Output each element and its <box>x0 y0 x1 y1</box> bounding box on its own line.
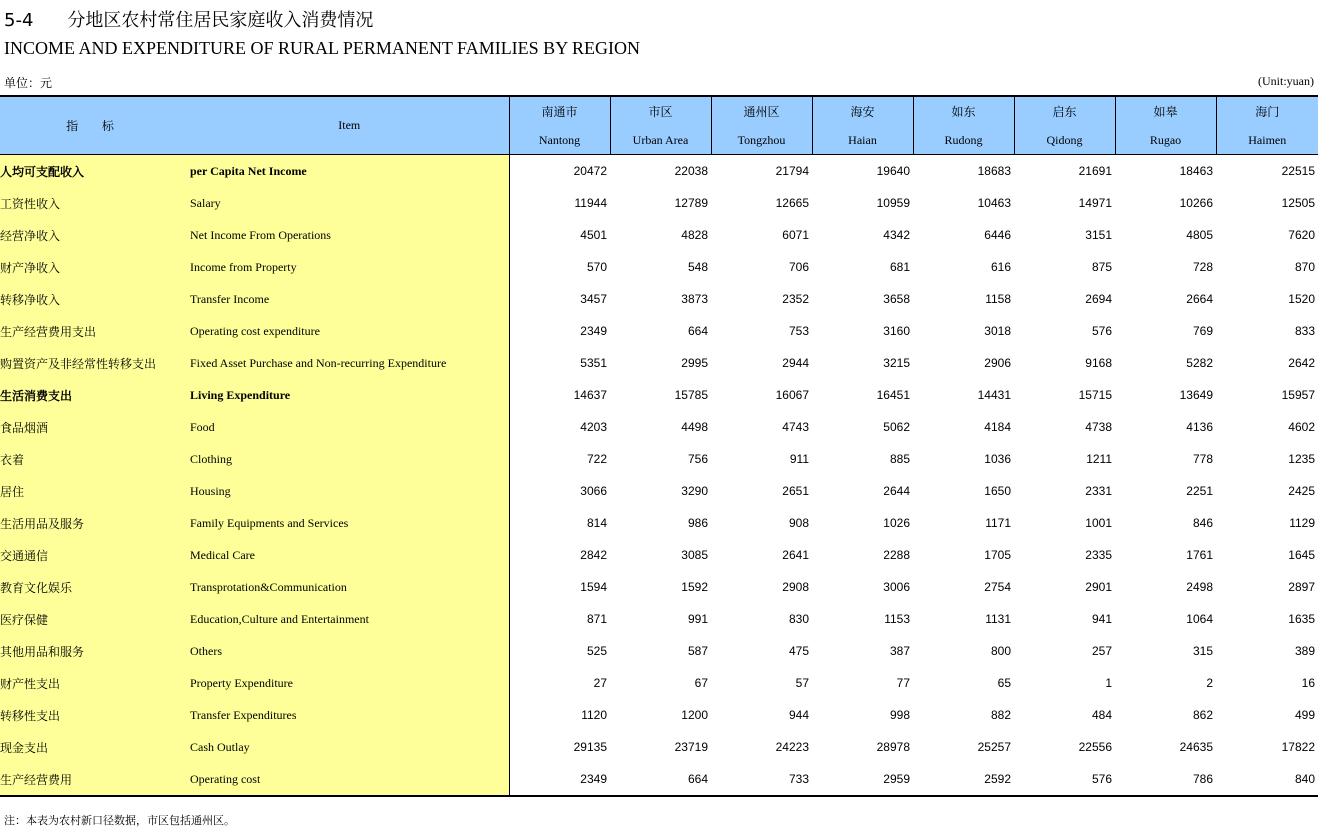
value-cell: 2901 <box>1014 571 1115 603</box>
value-cell: 21691 <box>1014 155 1115 188</box>
indicator-en: Clothing <box>190 443 509 475</box>
value-cell: 57 <box>711 667 812 699</box>
value-cell: 2 <box>1115 667 1216 699</box>
region-name-cn: 如东 <box>914 105 1014 119</box>
table-row <box>0 379 1318 411</box>
value-cell: 315 <box>1115 635 1216 667</box>
indicator-cn: 生产经营费用 <box>0 763 190 796</box>
indicator-en: Property Expenditure <box>190 667 509 699</box>
value-cell: 2498 <box>1115 571 1216 603</box>
indicator-en: Family Equipments and Services <box>190 507 509 539</box>
indicator-en: Food <box>190 411 509 443</box>
value-cell: 1705 <box>913 539 1014 571</box>
value-cell: 587 <box>610 635 711 667</box>
value-cell: 786 <box>1115 763 1216 796</box>
value-cell: 3085 <box>610 539 711 571</box>
value-cell: 4342 <box>812 219 913 251</box>
value-cell: 3018 <box>913 315 1014 347</box>
value-cell: 706 <box>711 251 812 283</box>
value-cell: 1171 <box>913 507 1014 539</box>
value-cell: 4805 <box>1115 219 1216 251</box>
value-cell: 16067 <box>711 379 812 411</box>
value-cell: 3457 <box>509 283 610 315</box>
indicator-en: Net Income From Operations <box>190 219 509 251</box>
value-cell: 25257 <box>913 731 1014 763</box>
indicator-en: Living Expenditure <box>190 379 509 411</box>
indicator-en: Education,Culture and Entertainment <box>190 603 509 635</box>
value-cell: 10463 <box>913 187 1014 219</box>
value-cell: 12505 <box>1216 187 1318 219</box>
value-cell: 576 <box>1014 315 1115 347</box>
table-row <box>0 763 1318 796</box>
region-name-en: Tongzhou <box>712 133 812 147</box>
value-cell: 257 <box>1014 635 1115 667</box>
header-region-qidong <box>1014 96 1115 155</box>
indicator-en: Income from Property <box>190 251 509 283</box>
header-region-urban-area <box>610 96 711 155</box>
value-cell: 941 <box>1014 603 1115 635</box>
indicator-en: Transfer Income <box>190 283 509 315</box>
value-cell: 2842 <box>509 539 610 571</box>
value-cell: 21794 <box>711 155 812 188</box>
value-cell: 28978 <box>812 731 913 763</box>
indicator-cn: 其他用品和服务 <box>0 635 190 667</box>
region-name-cn: 通州区 <box>712 105 812 119</box>
value-cell: 11944 <box>509 187 610 219</box>
value-cell: 6446 <box>913 219 1014 251</box>
indicator-cn: 财产性支出 <box>0 667 190 699</box>
value-cell: 3151 <box>1014 219 1115 251</box>
indicator-cn: 教育文化娱乐 <box>0 571 190 603</box>
value-cell: 833 <box>1216 315 1318 347</box>
value-cell: 576 <box>1014 763 1115 796</box>
value-cell: 3160 <box>812 315 913 347</box>
value-cell: 22556 <box>1014 731 1115 763</box>
table-row <box>0 187 1318 219</box>
value-cell: 7620 <box>1216 219 1318 251</box>
title-cn-text: 分地区农村常住居民家庭收入消费情况 <box>67 10 373 31</box>
indicator-cn: 医疗保健 <box>0 603 190 635</box>
table-body <box>0 155 1318 797</box>
value-cell: 10959 <box>812 187 913 219</box>
value-cell: 1594 <box>509 571 610 603</box>
indicator-cn: 生活消费支出 <box>0 379 190 411</box>
value-cell: 2664 <box>1115 283 1216 315</box>
value-cell: 769 <box>1115 315 1216 347</box>
value-cell: 3006 <box>812 571 913 603</box>
table-row <box>0 283 1318 315</box>
value-cell: 2995 <box>610 347 711 379</box>
indicator-cn: 衣着 <box>0 443 190 475</box>
region-name-en: Urban Area <box>611 133 711 147</box>
value-cell: 14637 <box>509 379 610 411</box>
value-cell: 2349 <box>509 315 610 347</box>
table-row <box>0 731 1318 763</box>
value-cell: 1153 <box>812 603 913 635</box>
value-cell: 991 <box>610 603 711 635</box>
value-cell: 1650 <box>913 475 1014 507</box>
value-cell: 1036 <box>913 443 1014 475</box>
indicator-cn: 转移性支出 <box>0 699 190 731</box>
value-cell: 4184 <box>913 411 1014 443</box>
value-cell: 1645 <box>1216 539 1318 571</box>
value-cell: 65 <box>913 667 1014 699</box>
value-cell: 3066 <box>509 475 610 507</box>
value-cell: 2754 <box>913 571 1014 603</box>
value-cell: 862 <box>1115 699 1216 731</box>
region-name-en: Haimen <box>1217 133 1318 147</box>
table-row <box>0 219 1318 251</box>
indicator-cn: 生活用品及服务 <box>0 507 190 539</box>
value-cell: 1520 <box>1216 283 1318 315</box>
region-name-en: Rugao <box>1116 133 1216 147</box>
value-cell: 2897 <box>1216 571 1318 603</box>
value-cell: 1635 <box>1216 603 1318 635</box>
header-region-haian <box>812 96 913 155</box>
value-cell: 570 <box>509 251 610 283</box>
value-cell: 3290 <box>610 475 711 507</box>
value-cell: 728 <box>1115 251 1216 283</box>
indicator-cn: 购置资产及非经常性转移支出 <box>0 347 190 379</box>
value-cell: 27 <box>509 667 610 699</box>
region-name-cn: 如皋 <box>1116 105 1216 119</box>
value-cell: 484 <box>1014 699 1115 731</box>
region-name-cn: 启东 <box>1015 105 1115 119</box>
value-cell: 15715 <box>1014 379 1115 411</box>
unit-label-en: (Unit:yuan) <box>1258 74 1314 89</box>
value-cell: 14971 <box>1014 187 1115 219</box>
region-name-en: Rudong <box>914 133 1014 147</box>
value-cell: 664 <box>610 315 711 347</box>
value-cell: 1211 <box>1014 443 1115 475</box>
value-cell: 908 <box>711 507 812 539</box>
value-cell: 2641 <box>711 539 812 571</box>
value-cell: 12665 <box>711 187 812 219</box>
value-cell: 18683 <box>913 155 1014 188</box>
value-cell: 15785 <box>610 379 711 411</box>
indicator-en: Fixed Asset Purchase and Non-recurring Expenditure <box>190 347 509 379</box>
header-region-nantong <box>509 96 610 155</box>
value-cell: 4602 <box>1216 411 1318 443</box>
value-cell: 2908 <box>711 571 812 603</box>
value-cell: 2288 <box>812 539 913 571</box>
value-cell: 778 <box>1115 443 1216 475</box>
value-cell: 10266 <box>1115 187 1216 219</box>
indicator-cn: 财产净收入 <box>0 251 190 283</box>
value-cell: 6071 <box>711 219 812 251</box>
value-cell: 24223 <box>711 731 812 763</box>
table-row <box>0 347 1318 379</box>
value-cell: 2651 <box>711 475 812 507</box>
value-cell: 911 <box>711 443 812 475</box>
footnote: 注：本表为农村新口径数据，市区包括通州区。 <box>4 812 235 828</box>
table-row <box>0 603 1318 635</box>
indicator-en: Cash Outlay <box>190 731 509 763</box>
table-row <box>0 315 1318 347</box>
header-indicator <box>0 96 190 155</box>
value-cell: 1120 <box>509 699 610 731</box>
value-cell: 753 <box>711 315 812 347</box>
value-cell: 5282 <box>1115 347 1216 379</box>
value-cell: 22038 <box>610 155 711 188</box>
value-cell: 2352 <box>711 283 812 315</box>
value-cell: 2642 <box>1216 347 1318 379</box>
value-cell: 2425 <box>1216 475 1318 507</box>
value-cell: 2644 <box>812 475 913 507</box>
table-number: 5-4 <box>4 10 33 31</box>
indicator-en: Salary <box>190 187 509 219</box>
indicator-en: Medical Care <box>190 539 509 571</box>
value-cell: 4136 <box>1115 411 1216 443</box>
indicator-cn: 工资性收入 <box>0 187 190 219</box>
value-cell: 2906 <box>913 347 1014 379</box>
table-row <box>0 667 1318 699</box>
value-cell: 944 <box>711 699 812 731</box>
value-cell: 3215 <box>812 347 913 379</box>
region-name-en: Qidong <box>1015 133 1115 147</box>
value-cell: 800 <box>913 635 1014 667</box>
value-cell: 3658 <box>812 283 913 315</box>
value-cell: 830 <box>711 603 812 635</box>
table-row <box>0 475 1318 507</box>
value-cell: 4828 <box>610 219 711 251</box>
table-row <box>0 507 1318 539</box>
value-cell: 2959 <box>812 763 913 796</box>
indicator-en: Housing <box>190 475 509 507</box>
indicator-cn: 人均可支配收入 <box>0 155 190 188</box>
value-cell: 2944 <box>711 347 812 379</box>
table-row <box>0 155 1318 188</box>
indicator-cn: 生产经营费用支出 <box>0 315 190 347</box>
value-cell: 2251 <box>1115 475 1216 507</box>
value-cell: 389 <box>1216 635 1318 667</box>
value-cell: 16451 <box>812 379 913 411</box>
value-cell: 2349 <box>509 763 610 796</box>
indicator-cn: 居住 <box>0 475 190 507</box>
indicator-cn: 现金支出 <box>0 731 190 763</box>
value-cell: 387 <box>812 635 913 667</box>
value-cell: 3873 <box>610 283 711 315</box>
value-cell: 882 <box>913 699 1014 731</box>
value-cell: 67 <box>610 667 711 699</box>
value-cell: 2331 <box>1014 475 1115 507</box>
value-cell: 871 <box>509 603 610 635</box>
unit-label-cn: 单位：元 <box>4 74 52 91</box>
value-cell: 733 <box>711 763 812 796</box>
value-cell: 4203 <box>509 411 610 443</box>
value-cell: 2694 <box>1014 283 1115 315</box>
value-cell: 616 <box>913 251 1014 283</box>
value-cell: 986 <box>610 507 711 539</box>
value-cell: 18463 <box>1115 155 1216 188</box>
value-cell: 20472 <box>509 155 610 188</box>
value-cell: 1235 <box>1216 443 1318 475</box>
value-cell: 24635 <box>1115 731 1216 763</box>
value-cell: 4743 <box>711 411 812 443</box>
indicator-en: Transprotation&Communication <box>190 571 509 603</box>
value-cell: 17822 <box>1216 731 1318 763</box>
value-cell: 1129 <box>1216 507 1318 539</box>
header-row <box>0 96 1318 155</box>
header-region-rugao <box>1115 96 1216 155</box>
value-cell: 998 <box>812 699 913 731</box>
value-cell: 1001 <box>1014 507 1115 539</box>
value-cell: 22515 <box>1216 155 1318 188</box>
value-cell: 13649 <box>1115 379 1216 411</box>
region-name-cn: 海门 <box>1217 105 1318 119</box>
value-cell: 23719 <box>610 731 711 763</box>
table-row <box>0 699 1318 731</box>
value-cell: 846 <box>1115 507 1216 539</box>
value-cell: 1131 <box>913 603 1014 635</box>
value-cell: 5351 <box>509 347 610 379</box>
value-cell: 15957 <box>1216 379 1318 411</box>
value-cell: 77 <box>812 667 913 699</box>
value-cell: 525 <box>509 635 610 667</box>
value-cell: 475 <box>711 635 812 667</box>
value-cell: 756 <box>610 443 711 475</box>
value-cell: 9168 <box>1014 347 1115 379</box>
table-row <box>0 251 1318 283</box>
region-name-en: Nantong <box>510 133 610 147</box>
value-cell: 1200 <box>610 699 711 731</box>
table-row <box>0 539 1318 571</box>
value-cell: 681 <box>812 251 913 283</box>
value-cell: 1761 <box>1115 539 1216 571</box>
header-region-haimen <box>1216 96 1318 155</box>
value-cell: 4738 <box>1014 411 1115 443</box>
value-cell: 840 <box>1216 763 1318 796</box>
value-cell: 14431 <box>913 379 1014 411</box>
header-item-label: Item <box>338 118 360 132</box>
table-row <box>0 443 1318 475</box>
indicator-cn: 转移净收入 <box>0 283 190 315</box>
indicator-en: Transfer Expenditures <box>190 699 509 731</box>
page-title-cn <box>4 6 373 32</box>
indicator-en: per Capita Net Income <box>190 155 509 188</box>
region-name-cn: 市区 <box>611 105 711 119</box>
indicator-en: Others <box>190 635 509 667</box>
value-cell: 664 <box>610 763 711 796</box>
value-cell: 5062 <box>812 411 913 443</box>
header-indicator-label: 指 标 <box>66 119 124 133</box>
value-cell: 548 <box>610 251 711 283</box>
indicator-cn: 交通通信 <box>0 539 190 571</box>
region-name-en: Haian <box>813 133 913 147</box>
table-row <box>0 411 1318 443</box>
value-cell: 885 <box>812 443 913 475</box>
data-table <box>0 95 1318 797</box>
value-cell: 19640 <box>812 155 913 188</box>
value-cell: 870 <box>1216 251 1318 283</box>
table-row <box>0 635 1318 667</box>
value-cell: 1 <box>1014 667 1115 699</box>
value-cell: 1158 <box>913 283 1014 315</box>
value-cell: 1064 <box>1115 603 1216 635</box>
header-region-rudong <box>913 96 1014 155</box>
value-cell: 12789 <box>610 187 711 219</box>
page-title-en: INCOME AND EXPENDITURE OF RURAL PERMANENT FAMILIES BY REGION <box>4 38 640 59</box>
value-cell: 875 <box>1014 251 1115 283</box>
value-cell: 4498 <box>610 411 711 443</box>
value-cell: 722 <box>509 443 610 475</box>
indicator-en: Operating cost <box>190 763 509 796</box>
header-item <box>190 96 509 155</box>
region-name-cn: 海安 <box>813 105 913 119</box>
indicator-en: Operating cost expenditure <box>190 315 509 347</box>
value-cell: 814 <box>509 507 610 539</box>
value-cell: 1026 <box>812 507 913 539</box>
value-cell: 16 <box>1216 667 1318 699</box>
value-cell: 29135 <box>509 731 610 763</box>
table-row <box>0 571 1318 603</box>
value-cell: 2335 <box>1014 539 1115 571</box>
value-cell: 4501 <box>509 219 610 251</box>
value-cell: 1592 <box>610 571 711 603</box>
indicator-cn: 经营净收入 <box>0 219 190 251</box>
indicator-cn: 食品烟酒 <box>0 411 190 443</box>
value-cell: 499 <box>1216 699 1318 731</box>
value-cell: 2592 <box>913 763 1014 796</box>
region-name-cn: 南通市 <box>510 105 610 119</box>
header-region-tongzhou <box>711 96 812 155</box>
